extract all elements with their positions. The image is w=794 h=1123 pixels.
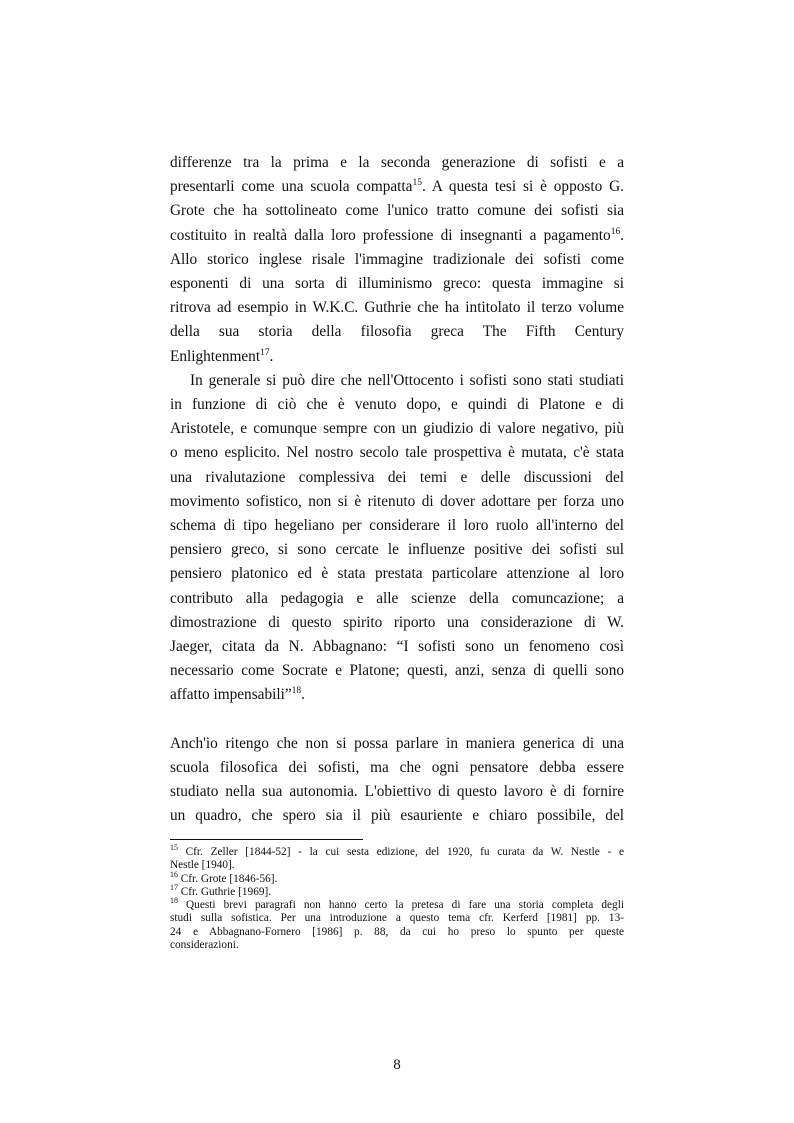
footnote-text: Questi brevi paragrafi non hanno certo la pretesa di fare una storia completa degli: [177, 899, 624, 912]
paragraph-2-line-3: Aristotele, e comunque sempre con un giudizio di valore negativo, più: [170, 420, 624, 438]
footnote-number: 17: [170, 883, 178, 893]
footnote-ref-16[interactable]: 16: [610, 226, 621, 237]
paragraph-gap: [170, 708, 624, 732]
text-fragment: .: [301, 686, 305, 704]
footnote-18-line-2: studi sulla sofistica. Per una introduzione a questo tema cfr. Kerferd [1981] pp. 13-: [170, 912, 624, 925]
paragraph-2-line-8: pensiero greco, si sono cercate le influenze positive dei sofisti sul: [170, 541, 624, 559]
paragraph-1-line-6: esponenti di una sorta di illuminismo greco: questa immagine si: [170, 275, 624, 293]
paragraph-2-line-6: movimento sofistico, non si è ritenuto di dover adottare per forza uno: [170, 492, 624, 510]
text-fragment: affatto impensabili”: [170, 686, 292, 704]
footnote-separator: [170, 839, 363, 840]
footnote-number: 15: [170, 843, 178, 853]
footnote-ref-17[interactable]: 17: [260, 347, 270, 358]
footnote-ref-15[interactable]: 15: [412, 178, 422, 189]
text-fragment: Enlightenment: [170, 347, 261, 365]
text-fragment: .: [269, 347, 274, 365]
paragraph-2-line-11: dimostrazione di questo spirito riporto una considerazione di W.: [170, 613, 624, 631]
paragraph-3-line-1: Anch'io ritengo che non si possa parlare in maniera generica di una: [170, 734, 624, 752]
paragraph-1-line-8: della sua storia della filosofia greca The Fifth Century: [170, 323, 624, 341]
footnote-text: Cfr. Guthrie [1969].: [177, 885, 272, 898]
text-fragment: . A questa tesi si è opposto G.: [421, 178, 624, 196]
paragraph-1-line-7: ritrova ad esempio in W.K.C. Guthrie che ha intitolato il terzo volume: [170, 299, 624, 317]
paragraph-1-line-9: [170, 345, 624, 369]
paragraph-2-line-1: In generale si può dire che nell'Ottocento i sofisti sono stati studiati: [190, 371, 624, 389]
footnote-text: Cfr. Zeller [1844-52] - la cui sesta edizione, del 1920, fu curata da W. Nestle - e: [177, 846, 624, 858]
footnote-15: [170, 843, 624, 859]
paragraph-1-line-4: [170, 224, 624, 248]
paragraph-2-line-9: pensiero platonico ed è stata prestata particolare attenzione al loro: [170, 565, 624, 583]
paragraph-3-line-2: scuola filosofica dei sofisti, ma che ogni pensatore debba essere: [170, 758, 624, 776]
paragraph-2-line-2: in funzione di ciò che è venuto dopo, e quindi di Platone e di: [170, 396, 624, 414]
paragraph-3-line-3: studiato nella sua autonomia. L'obiettivo di questo lavoro è di fornire: [170, 783, 624, 801]
paragraph-1-line-3: Grote che ha sottolineato come l'unico tratto comune dei sofisti sia: [170, 202, 624, 220]
footnote-17: [170, 883, 624, 899]
text-fragment: .: [620, 226, 624, 244]
footnote-16: [170, 869, 624, 886]
paragraph-2-line-4: o meno esplicito. Nel nostro secolo tale prospettiva è mutata, c'è stata: [170, 444, 624, 462]
footnote-18: [170, 896, 624, 912]
footnote-18-line-3: 24 e Abbagnano-Fornero [1986] p. 88, da cui ho preso lo spunto per queste: [170, 925, 624, 938]
paragraph-2-line-5: una rivalutazione complessiva dei temi e delle discussioni del: [170, 468, 624, 486]
paragraph-2-line-14: [170, 683, 624, 707]
paragraph-2-line-13: necessario come Socrate e Platone; questi, anzi, senza di quelli sono: [170, 662, 624, 680]
paragraph-1-line-1: differenze tra la prima e la seconda generazione di sofisti e a: [170, 154, 624, 171]
footnote-18-line-4: considerazioni.: [170, 939, 239, 952]
footnote-15-continued: Nestle [1940].: [170, 859, 235, 872]
paragraph-1-line-2: [170, 175, 624, 199]
paragraph-2-line-10: contributo alla pedagogia e alle scienze della comuncazione; a: [170, 589, 624, 607]
footnote-number: 18: [170, 896, 178, 906]
footnote-text: Cfr. Grote [1846-56].: [177, 872, 278, 885]
text-fragment: costituito in realtà dalla loro professione di insegnanti a pagamento: [170, 226, 611, 244]
text-fragment: presentarli come una scuola compatta: [170, 178, 413, 196]
main-text: [170, 151, 624, 828]
paragraph-3-line-4: un quadro, che spero sia il più esauriente e chiaro possibile, del: [170, 807, 624, 825]
paragraph-1-line-5: Allo storico inglese risale l'immagine tradizionale dei sofisti come: [170, 250, 624, 268]
footnote-ref-18[interactable]: 18: [291, 686, 302, 697]
footnote-number: 16: [170, 869, 178, 879]
paragraph-2-line-7: schema di tipo hegeliano per considerare il loro ruolo all'interno del: [170, 517, 624, 535]
footnotes: [170, 843, 624, 952]
page-number: 8: [393, 1057, 401, 1073]
paragraph-2-line-12: Jaeger, citata da N. Abbagnano: “I sofisti sono un fenomeno così: [170, 638, 624, 656]
